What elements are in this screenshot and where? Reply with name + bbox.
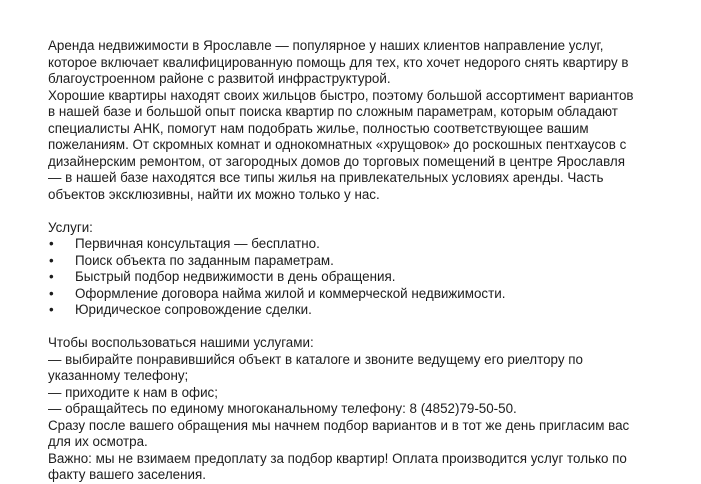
service-text: Поиск объекта по заданным параметрам. (75, 252, 334, 268)
services-heading: Услуги: (48, 219, 93, 235)
service-text: Первичная консультация — бесплатно. (75, 236, 320, 251)
intro-paragraph-2: Хорошие квартиры находят своих жильцов быстро, поэтому большой ассортимент вариантов в нашей базе и большой опыт поиска квартир по сложным параметрам, которым обладают специалисты АНК, помогут нам подобрать жилье, полностью соответствующее вашим пожеланиям. От скромных комнат и однокомнатных «хрущовок» до роскошных пентхаусов с дизайнерским ремонтом, от загородных домов до торговых помещений в центре Ярославля — в нашей базе находятся все типы жилья на привлекательных условиях аренды. Часть объектов эксклюзивны, найти их можно только у нас. (48, 87, 634, 202)
phone-suffix: . (513, 401, 517, 416)
bullet-icon: • (49, 302, 54, 317)
list-item (48, 253, 693, 270)
howto-step-office: — приходите к нам в офис; (48, 384, 218, 400)
service-text: Юридическое сопровождение сделки. (75, 302, 312, 317)
howto-heading: Чтобы воспользоваться нашими услугами: (48, 335, 314, 350)
services-list (48, 236, 693, 319)
service-text: Оформление договора найма жилой и коммерческой недвижимости. (75, 285, 506, 301)
spacer (48, 319, 693, 336)
howto-step-phone (48, 401, 693, 418)
phone-number: 8 (4852)79-50-50 (409, 401, 514, 416)
bullet-icon: • (49, 252, 54, 268)
phone-prefix: — обращайтесь по единому многоканальному телефону: (48, 401, 410, 416)
list-item (48, 236, 693, 253)
after-contact-text: Сразу после вашего обращения мы начнем подбор вариантов и в тот же день пригласим вас для их осмотра. (48, 417, 630, 449)
important-note: Важно: мы не взимаем предоплату за подбор квартир! Оплата производится услуг только по факту вашего заселения. (48, 450, 627, 482)
spacer (48, 203, 693, 220)
bullet-icon: • (49, 269, 54, 284)
bullet-icon: • (49, 285, 54, 301)
intro-paragraph-1: Аренда недвижимости в Ярославле — популярное у наших клиентов направление услуг, которое включает квалифицированную помощь для тех, кто хочет недорого снять квартиру в благоустроенном районе с развитой инфраструктурой. (48, 38, 629, 86)
article-body (48, 38, 693, 484)
list-item (48, 269, 693, 286)
bullet-icon: • (49, 236, 54, 251)
list-item (48, 286, 693, 303)
list-item (48, 302, 693, 319)
howto-step-catalog: — выбирайте понравившийся объект в каталоге и звоните ведущему его риелтору по указанному телефону; (48, 351, 583, 383)
service-text: Быстрый подбор недвижимости в день обращения. (75, 269, 396, 284)
